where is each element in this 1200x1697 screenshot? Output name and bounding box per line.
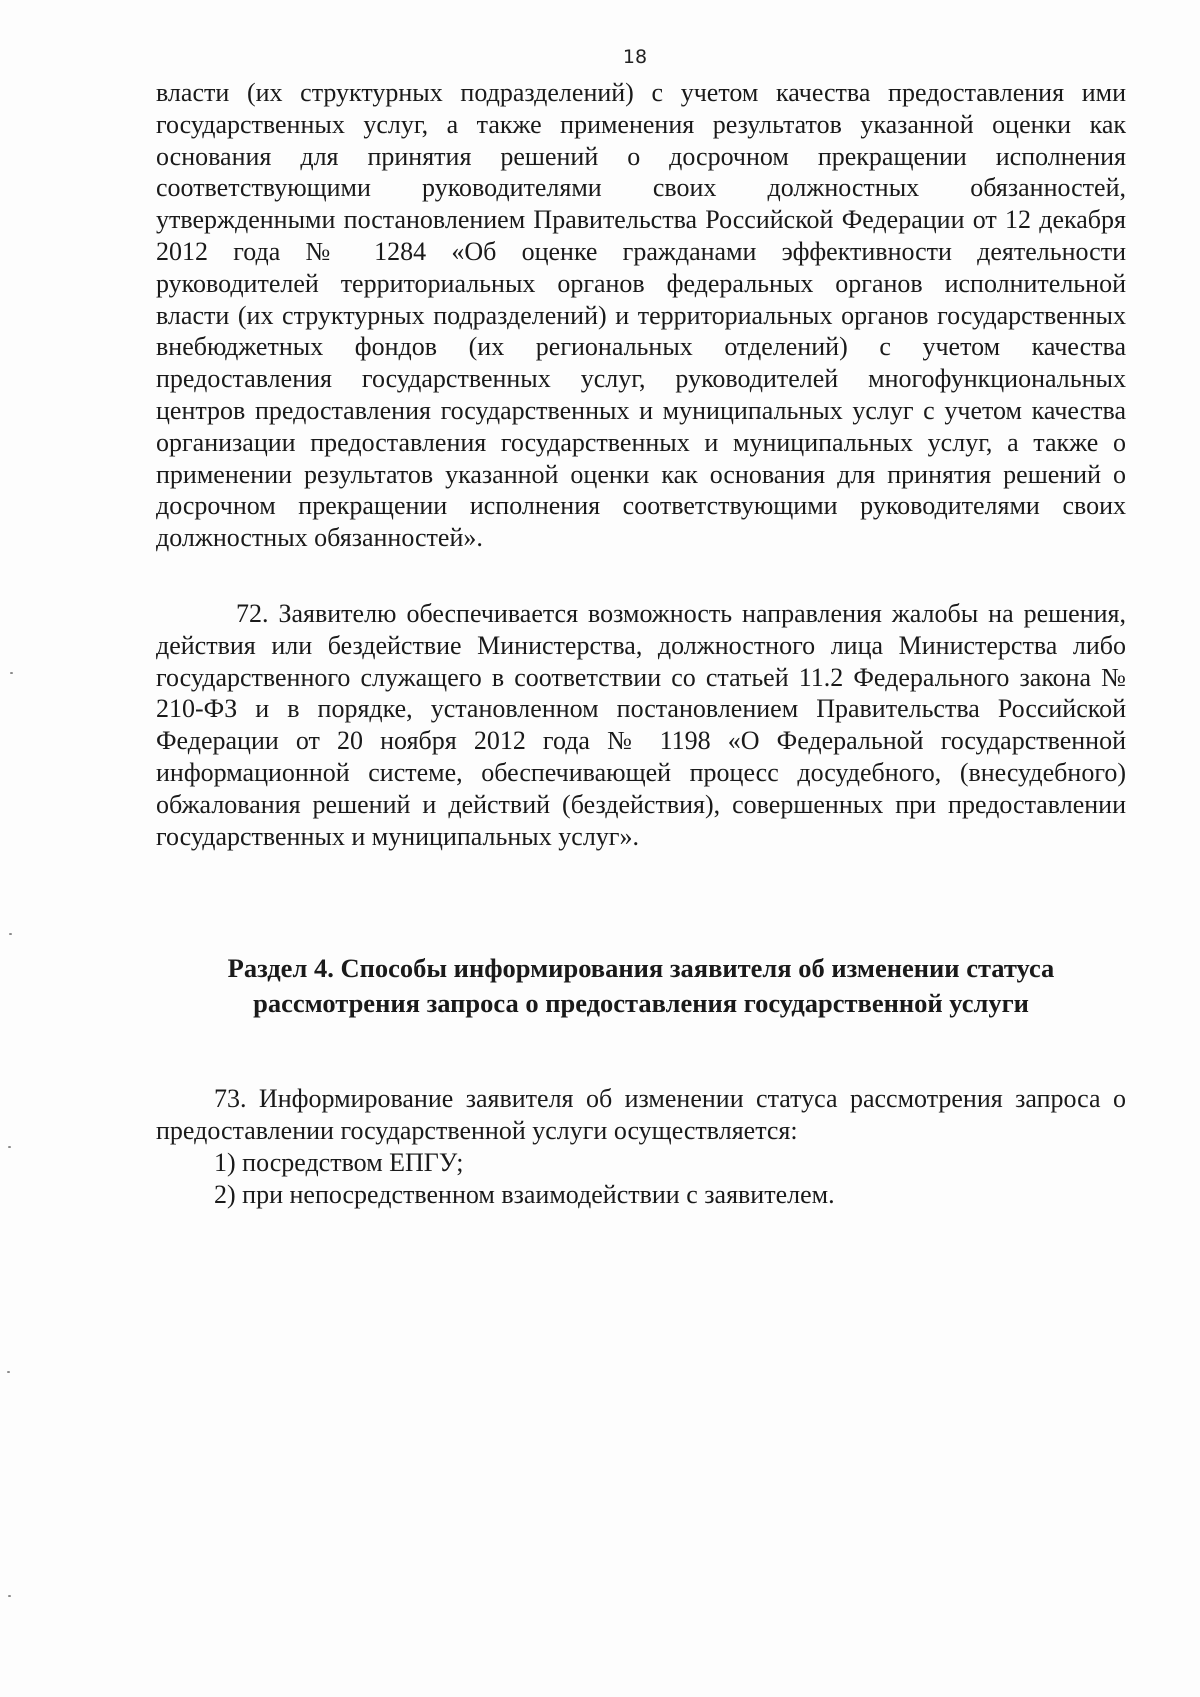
paragraph-73: 73. Информирование заявителя об изменении статуса рассмотрения запроса о предоставлении государственной услуги осуществляется: [156,1084,1126,1145]
section-heading: Раздел 4. Способы информирования заявителя об изменении статуса рассмотрения запроса о предоставления государственной услуги [227,953,1055,1018]
scan-speck [9,933,12,935]
scan-speck [10,672,13,674]
list-item: 1) посредством ЕПГУ; [214,1148,464,1177]
scan-speck [8,1595,11,1597]
paragraph-72: 72. Заявителю обеспечивается возможность направления жалобы на решения, действия или бездействие Министерства, должностного лица Министерства либо государственного служащего в соответствии со статьей 11.2 Федерального закона № 210-ФЗ и в порядке, установленном постановлением Правительства Российской Федерации от 20 ноября 2012 года № 1198 «О Федеральной государственной информационной системе, обеспечивающей процесс досудебного, (внесудебного) обжалования решений и действий (бездействия), совершенных при предоставлении государственных и муниципальных услуг». [156,599,1126,851]
scan-speck [7,1371,10,1373]
scan-speck [8,1146,11,1148]
list-item: 2) при непосредственном взаимодействии с заявителем. [214,1180,835,1209]
page-number: 18 [622,46,648,68]
paragraph-continuation: власти (их структурных подразделений) с учетом качества предоставления ими государственных услуг, а также применения результатов указанной оценки как основания для принятия решений о досрочном прекращении исполнения соответствующими руководителями своих должностных обязанностей, утвержденными постановлением Правительства Российской Федерации от 12 декабря 2012 года № 1284 «Об оценке гражданами эффективности деятельности руководителей территориальных органов федеральных органов исполнительной власти (их структурных подразделений) и территориальных органов государственных внебюджетных фондов (их региональных отделений) с учетом качества предоставления государственных услуг, руководителей многофункциональных центров предоставления государственных и муниципальных услуг с учетом качества организации предоставления государственных и муниципальных услуг, а также о применении результатов указанной оценки как основания для принятия решений о досрочном прекращении исполнения соответствующими руководителями своих должностных обязанностей». [156,78,1126,553]
